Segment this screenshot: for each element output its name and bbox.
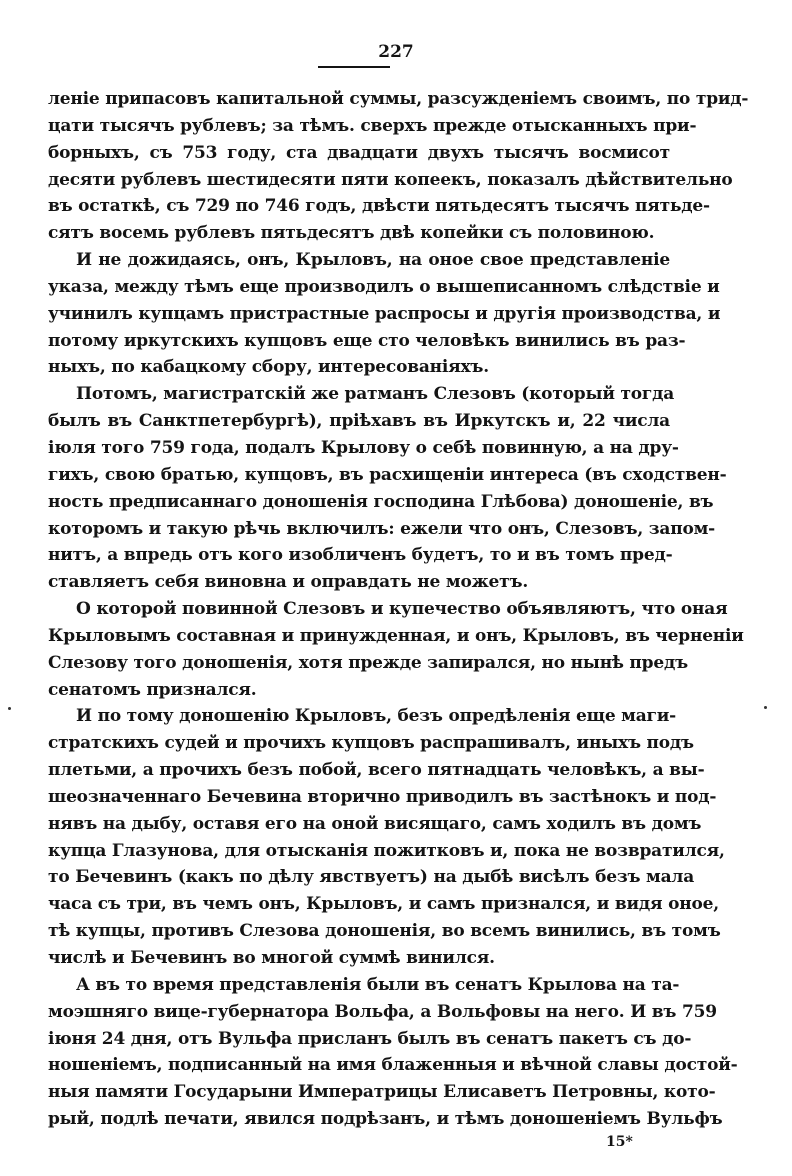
text-line: ставляетъ себя виновна и оправдать не можетъ. xyxy=(48,572,529,593)
text-line: ношеніемъ, подписанный на имя блаженныя и вѣчной славы достой- xyxy=(48,1055,738,1076)
text-line: ныхъ, по кабацкому сбору, интересованіяхъ. xyxy=(48,357,489,378)
paragraph xyxy=(48,972,738,1133)
text-line: ность предписаннаго доношенія господина Глѣбова) доношеніе, въ xyxy=(48,491,714,512)
paragraph xyxy=(48,247,721,381)
text-line: леніе припасовъ капитальной суммы, разсужденіемъ своимъ, по трид- xyxy=(48,89,749,109)
text-line: въ остаткѣ, съ 729 по 746 годъ, двѣсти пятьдесятъ тысячъ пятьде- xyxy=(48,196,710,217)
text-line: сятъ восемь рублевъ пятьдесятъ двѣ копейки съ половиною. xyxy=(48,223,655,244)
paragraph xyxy=(48,596,744,703)
text-line: учинилъ купцамъ пристрастные распросы и другія производства, и xyxy=(48,303,721,324)
print-speck xyxy=(8,707,11,710)
paragraph xyxy=(48,703,725,971)
text-line: часа съ три, въ чемъ онъ, Крыловъ, и самъ признался, и видя оное, xyxy=(48,894,719,915)
text-line: тѣ купцы, противъ Слезова доношенія, во всемъ винились, въ томъ xyxy=(48,921,721,942)
text-line: указа, между тѣмъ еще производилъ о вышеписанномъ слѣдствіе и xyxy=(48,276,720,297)
signature-mark: 15* xyxy=(606,1134,633,1150)
text-line: іюня 24 дня, отъ Вульфа присланъ былъ въ сенатъ пакетъ съ до- xyxy=(48,1028,692,1049)
page-number-rule xyxy=(318,66,390,68)
text-line: нитъ, а впредь отъ кого изобличенъ будетъ, то и въ томъ пред- xyxy=(48,545,673,566)
paragraph xyxy=(48,381,727,596)
paragraph xyxy=(48,86,749,247)
text-line: которомъ и такую рѣчь включилъ: ежели что онъ, Слезовъ, запом- xyxy=(48,518,716,539)
text-line: нявъ на дыбу, оставя его на оной висящаго, самъ ходилъ въ домъ xyxy=(48,813,702,834)
text-line: десяти рублевъ шестидесяти пяти копеекъ, показалъ дѣйствительно xyxy=(48,169,733,190)
text-line: И не дожидаясь, онъ, Крыловъ, на оное свое представленіе xyxy=(76,250,670,271)
text-line: цати тысячъ рублевъ; за тѣмъ. сверхъ прежде отысканныхъ при- xyxy=(48,115,697,136)
text-line: Потомъ, магистратскій же ратманъ Слезовъ (который тогда xyxy=(76,384,675,405)
text-line: іюля того 759 года, подалъ Крылову о себѣ повинную, а на дру- xyxy=(48,437,679,458)
text-line: шеозначеннаго Бечевина вторично приводилъ въ застѣнокъ и под- xyxy=(48,786,717,807)
text-line: ныя памяти Государыни Императрицы Елисаветъ Петровны, кото- xyxy=(48,1082,716,1103)
text-line: О которой повинной Слезовъ и купечество объявляютъ, что оная xyxy=(76,599,728,620)
text-line: потому иркутскихъ купцовъ еще сто человѣкъ винились въ раз- xyxy=(48,330,686,351)
text-line: сенатомъ признался. xyxy=(48,679,257,700)
page-number: 227 xyxy=(378,42,414,62)
text-line: гихъ, свою братью, купцовъ, въ расхищеніи интереса (въ сходствен- xyxy=(48,464,727,485)
text-line: И по тому доношенію Крыловъ, безъ опредѣленія еще маги- xyxy=(76,706,677,727)
text-line: былъ въ Санктпетербургѣ), пріѣхавъ въ Иркутскъ и, 22 числа xyxy=(48,411,670,432)
print-speck xyxy=(764,706,767,709)
text-line: плетьми, а прочихъ безъ побой, всего пятнадцать человѣкъ, а вы- xyxy=(48,760,705,781)
text-line: моэшняго вице-губернатора Вольфа, а Вольфовы на него. И въ 759 xyxy=(48,1001,717,1022)
text-line: купца Глазунова, для отысканія пожитковъ и, пока не возвратился, xyxy=(48,840,725,861)
text-line: то Бечевинъ (какъ по дѣлу явствуетъ) на дыбѣ висѣлъ безъ мала xyxy=(48,867,695,888)
text-line: числѣ и Бечевинъ во многой суммѣ винился. xyxy=(48,948,495,968)
body-text xyxy=(48,86,749,1133)
text-line: Крыловымъ составная и принужденная, и онъ, Крыловъ, въ черненіи xyxy=(48,625,744,646)
text-line: стратскихъ судей и прочихъ купцовъ распрашивалъ, иныхъ подъ xyxy=(48,733,694,754)
text-line: рый, подлѣ печати, явился подрѣзанъ, и тѣмъ доношеніемъ Вульфъ xyxy=(48,1109,723,1130)
text-line: Слезову того доношенія, хотя прежде запирался, но нынѣ предъ xyxy=(48,652,688,673)
text-line: борныхъ, съ 753 году, ста двадцати двухъ тысячъ восмисот xyxy=(48,142,670,163)
text-line: А въ то время представленія были въ сенатъ Крылова на та- xyxy=(76,974,680,995)
